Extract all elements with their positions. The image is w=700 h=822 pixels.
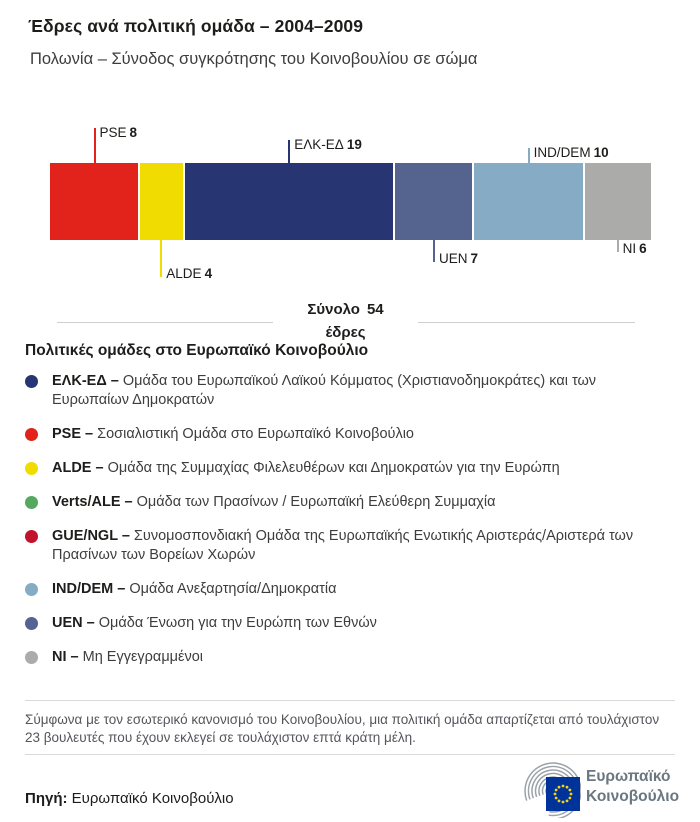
legend-group-description: Συνομοσπονδιακή Ομάδα της Ευρωπαϊκής Ενωτικής Αριστεράς/Αριστερά των Πρασίνων των Βορείων Χωρών — [52, 528, 634, 563]
bar-segment-elk-ed — [185, 163, 393, 240]
total-seats-unit: έδρες — [325, 324, 366, 341]
callout-seat-count: 19 — [346, 137, 362, 152]
callout-line-alde — [160, 240, 162, 277]
legend-text-alde — [52, 459, 560, 478]
page-title: Έδρες ανά πολιτική ομάδα – 2004–2009 — [28, 16, 364, 36]
callout-label-ni — [623, 241, 647, 256]
legend-group-description: Ομάδα Ένωση για την Ευρώπη των Εθνών — [98, 615, 377, 631]
legend-group-name: PSE – — [52, 426, 98, 442]
legend-text-gue-ngl — [52, 527, 675, 565]
legend-group-name: ΕΛΚ-ΕΔ – — [52, 373, 123, 389]
callout-label-elk-ed — [294, 137, 362, 152]
callout-label-ind-dem — [534, 145, 609, 160]
ep-logo-text — [586, 767, 679, 807]
legend-text-uen — [52, 614, 377, 633]
callout-line-ni — [617, 240, 619, 252]
total-seats-line1: Σύνολο 54 — [307, 301, 384, 318]
total-seats-summary — [0, 296, 700, 346]
legend-dot-ind-dem — [25, 583, 38, 596]
legend-group-description: Ομάδα της Συμμαχίας Φιλελευθέρων και Δημοκρατών για την Ευρώπη — [107, 460, 560, 476]
legend-dot-alde — [25, 462, 38, 475]
summary-divider-right — [418, 322, 635, 323]
callout-seat-count: 7 — [470, 251, 478, 266]
callout-line-uen — [433, 240, 435, 262]
bar-segment-alde — [140, 163, 184, 240]
bar-segment-uen — [395, 163, 472, 240]
legend-group-name: GUE/NGL – — [52, 528, 134, 544]
legend-dot-pse — [25, 428, 38, 441]
callout-seat-count: 8 — [129, 125, 138, 140]
total-seats-value: 54 — [366, 301, 384, 318]
source-line — [25, 790, 234, 807]
legend-text-elk-ed — [52, 372, 675, 410]
callout-seat-count: 10 — [593, 145, 609, 160]
callout-seat-count: 4 — [204, 266, 213, 281]
legend-item-ind-dem — [25, 580, 675, 599]
bar-segment-ind-dem — [474, 163, 583, 240]
source-value: Ευρωπαϊκό Κοινοβούλιο — [71, 790, 234, 807]
callout-group-name: ALDE — [166, 266, 202, 281]
ep-logo-text-line2: Κοινοβούλιο — [586, 788, 680, 805]
legend-group-description: Ομάδα των Πρασίνων / Ευρωπαϊκή Ελεύθερη Συμμαχία — [136, 494, 496, 510]
stacked-bar — [50, 163, 651, 240]
european-parliament-logo — [511, 760, 681, 818]
callout-group-name: IND/DEM — [533, 145, 591, 160]
legend-text-pse — [52, 425, 414, 444]
eu-flag-icon — [546, 777, 580, 811]
callout-line-elk-ed — [288, 140, 290, 163]
legend-group-name: NI – — [52, 649, 83, 665]
legend-dot-verts-ale — [25, 496, 38, 509]
legend-dot-uen — [25, 617, 38, 630]
legend-dot-elk-ed — [25, 375, 38, 388]
legend-dot-gue-ngl — [25, 530, 38, 543]
legend-item-pse — [25, 425, 675, 444]
legend-text-verts-ale — [52, 493, 496, 512]
bar-segment-pse — [50, 163, 138, 240]
ep-logo-text-line1: Ευρωπαϊκό — [586, 768, 671, 785]
footnote: Σύμφωνα με τον εσωτερικό κανονισμό του Κοινοβουλίου, μια πολιτική ομάδα απαρτίζεται από τουλάχιστον 23 βουλευτές που έχουν εκλεγεί σε τουλάχιστον επτά κράτη μέλη. — [25, 700, 675, 746]
seats-chart — [50, 108, 651, 288]
legend-text-ind-dem — [52, 580, 336, 599]
legend-item-uen — [25, 614, 675, 633]
legend-group-description: Ομάδα του Ευρωπαϊκού Λαϊκού Κόμματος (Χριστιανοδημοκράτες) και των Ευρωπαίων Δημοκρατών — [52, 373, 597, 408]
legend-group-description: Μη Εγγεγραμμένοι — [82, 649, 204, 665]
legend-group-description: Σοσιαλιστική Ομάδα στο Ευρωπαϊκό Κοινοβούλιο — [97, 426, 414, 442]
callout-line-pse — [94, 128, 96, 163]
legend-item-verts-ale — [25, 493, 675, 512]
page-subtitle: Πολωνία – Σύνοδος συγκρότησης του Κοινοβουλίου σε σώμα — [30, 50, 478, 68]
legend-item-alde — [25, 459, 675, 478]
legend-item-elk-ed — [25, 372, 675, 410]
legend-item-gue-ngl — [25, 527, 675, 565]
callout-label-pse — [100, 125, 138, 140]
legend-heading: Πολιτικές ομάδες στο Ευρωπαϊκό Κοινοβούλιο — [25, 342, 369, 359]
callout-group-name: PSE — [99, 125, 127, 140]
legend-group-name: ALDE – — [52, 460, 108, 476]
source-label: Πηγή: — [25, 790, 68, 807]
callout-label-alde — [166, 266, 212, 281]
callout-line-ind-dem — [528, 148, 530, 163]
callout-group-name: UEN — [438, 251, 468, 266]
legend-group-name: IND/DEM – — [52, 581, 130, 597]
bar-segment-ni — [585, 163, 651, 240]
callout-group-name: ΕΛΚ-ΕΔ — [294, 137, 344, 152]
total-seats-text — [273, 298, 418, 344]
callout-group-name: NI — [622, 241, 637, 256]
footnote-divider-bottom — [25, 754, 675, 755]
legend-list — [25, 372, 675, 682]
callout-label-uen — [439, 251, 478, 266]
callout-seat-count: 6 — [639, 241, 647, 256]
summary-divider-left — [57, 322, 273, 323]
legend-dot-ni — [25, 651, 38, 664]
legend-group-name: UEN – — [52, 615, 99, 631]
legend-group-name: Verts/ALE – — [52, 494, 137, 510]
legend-text-ni — [52, 648, 203, 667]
legend-group-description: Ομάδα Ανεξαρτησία/Δημοκρατία — [129, 581, 337, 597]
legend-item-ni — [25, 648, 675, 667]
